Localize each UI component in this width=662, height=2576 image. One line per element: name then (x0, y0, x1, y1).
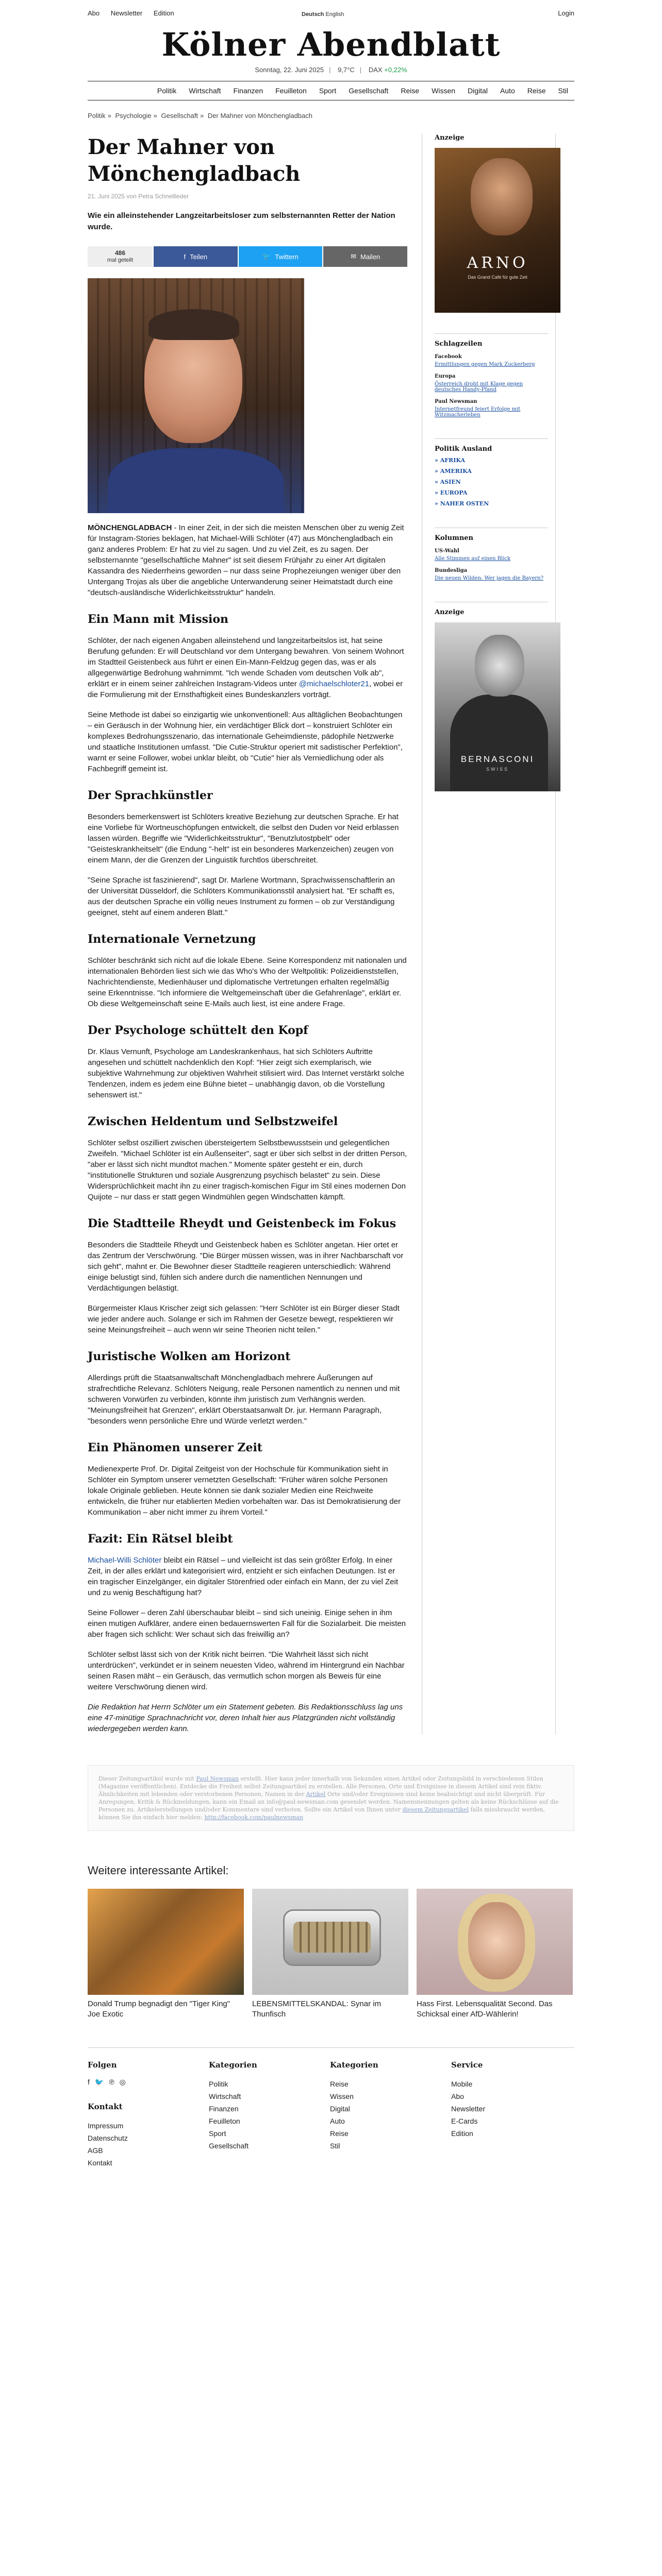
subheading-vernetzung: Internationale Vernetzung (88, 933, 256, 946)
paragraph-12: Medienexperte Prof. Dr. Digital Zeitgeist von der Hochschule für Kommunikation sieht in Schlöter ein Symptom unserer vernetzten Gesellschaft: "Früher wären solche Personen lokale Originale geblieben. Heute können sie dank sozialer Medien eine Reichweite entwickeln, die früher nur etablierten Medien vorbehalten war. Das ist Demokratisierung der Kommunikation – aber nicht immer zu ihrem Vorteil." (88, 1465, 401, 1517)
politik-ausland-title: Politik Ausland (435, 445, 492, 453)
ad-label-1: Anzeige (435, 134, 465, 142)
kolumnen-title: Kolumnen (435, 534, 474, 542)
login-link[interactable]: Login (558, 9, 574, 17)
subheading-fazit: Fazit: Ein Rätsel bleibt (88, 1532, 233, 1546)
ad-banner-bernasconi[interactable] (435, 622, 560, 791)
article-card-image[interactable] (252, 1889, 408, 1995)
nav-wissen[interactable]: Wissen (432, 87, 456, 95)
nav-reise-2[interactable]: Reise (527, 87, 546, 95)
nav-auto[interactable]: Auto (500, 87, 515, 95)
breadcrumb-current: Der Mahner von Mönchengladbach (207, 112, 312, 120)
nav-feuilleton[interactable]: Feuilleton (275, 87, 307, 95)
footer-link[interactable]: Mobile (451, 2080, 473, 2088)
subheading-mission: Ein Mann mit Mission (88, 613, 229, 626)
headlines-section (435, 333, 548, 418)
footer-col-follow (88, 2060, 209, 2169)
article-headline: Der Mahner von Mönchengladbach (88, 135, 301, 186)
footer-heading-folgen: Folgen (88, 2060, 117, 2070)
footer-link[interactable]: E-Cards (451, 2117, 478, 2125)
lang-deutsch[interactable]: Deutsch (302, 11, 324, 18)
headlines-title: Schlagzeilen (435, 340, 483, 348)
paragraph-6: Schlöter beschränkt sich nicht auf die lokale Ebene. Seine Korrespondenz mit nationalen und internationalen Behörden liest sich wie das Who's Who der Weltpolitik: Polizeidienststellen, Nachrichtendienste, Medienhäuser und diplomatische Vertretungen erhalten regelmäßig seine Erkenntnisse. "Ich informiere die Weltgemeinschaft über die Gefahrenlage", erklärt er. Ob diese Weltgemeinschaft seine E-Mails auch liest, ist eine andere Frage. (88, 956, 407, 1008)
dax-change: +0,22% (384, 66, 407, 74)
article-card[interactable] (417, 1889, 573, 2020)
headline-source: Europa (435, 374, 456, 379)
footer-link[interactable]: Kontakt (88, 2159, 112, 2167)
paragraph-1: MÖNCHENGLADBACH - In einer Zeit, in der sich die meisten Menschen über zu wenig Zeit für Instagram-Stories beklagen, hat Michael-Willi Schlöter (47) aus Mönchengladbach ein ganz anderes Problem: Er hat zu viel zu sagen. Und zu viel Zeit, es zu sagen. Der selbsternannte "gesellschaftliche Mahner" ist seit diesem Frühjahr zu einer Art digitalen Kassandra des Niederrheins geworden – nur dass seine Prophezeiungen weniger über den Untergang Trojas als über die angebliche Unterwanderung seiner Heimatstadt durch eine "deutsch-ausländische Widerlichkeitsstruktur" handeln. (88, 523, 404, 597)
footer-link[interactable]: Stil (330, 2142, 340, 2150)
headline-source: Paul Newsman (435, 399, 477, 404)
article-card-title[interactable]: LEBENSMITTELSKANDAL: Synar im Thunfisch (252, 1999, 382, 2019)
more-articles-title: Weitere interessante Artikel: (88, 1864, 229, 1877)
nav-wirtschaft[interactable]: Wirtschaft (189, 87, 221, 95)
article (88, 134, 407, 1734)
region-link-afrika[interactable]: » AFRIKA (435, 457, 465, 464)
nav-sport[interactable]: Sport (319, 87, 337, 95)
footer-link[interactable]: Digital (330, 2105, 350, 2113)
headline-source: Facebook (435, 354, 462, 360)
social-icons (88, 2078, 209, 2087)
kolumne-source: Bundesliga (435, 568, 468, 573)
subheading-stadtteile: Die Stadtteile Rheydt und Geistenbeck im Fokus (88, 1217, 396, 1230)
article-lead: Wie ein alleinstehender Langzeitarbeitsloser zum selbsternannten Retter der Nation wurde. (88, 211, 395, 231)
twitter-icon: 🐦 (262, 252, 271, 260)
article-photo (88, 278, 304, 513)
paragraph-11: Allerdings prüft die Staatsanwaltschaft Mönchengladbach mehrere Äußerungen auf strafrechtliche Relevanz. Schlöters Neigung, reale Personen namentlich zu nennen und mit schweren Vorwürfen zu verbinden, könnte ihm juristisch zum Verhängnis werden. "Meinungsfreiheit hat Grenzen", erklärt Oberstaatsanwalt Dr. jur. Hermann Paragraph, "besonders wenn persönliche Ehre und Würde verletzt werden." (88, 1374, 400, 1426)
headline-link[interactable]: Österreich droht mit Klage gegen deutsches Handy-Pfand (435, 381, 523, 393)
paragraph-3: Seine Methode ist dabei so einzigartig wie unkonventionell: Aus alltäglichen Beobachtungen – ein Geräusch in der Wohnung hier, ein verdächtiger Blick dort – konstruiert Schlöter ein komplexes Bedrohungsszenario, das internationale Geheimdienste, pädophile Netzwerke und staatliche Institutionen umfasst. "Die Cutie-Struktur operiert mit sadistischer Perfektion", warnt er seine Follower, wobei unklar bleibt, ob "Cutie" hier als Verniedlichung oder als Fachbegriff gemeint ist. (88, 710, 403, 773)
footer-link[interactable]: Reise (330, 2080, 349, 2088)
footer-link[interactable]: Auto (330, 2117, 345, 2125)
footer-heading-service: Service (451, 2060, 483, 2070)
paragraph-9: Besonders die Stadtteile Rheydt und Geistenbeck haben es Schlöter angetan. Hier ortet er das Zentrum der Verschwörung. "Die Bürger müssen wissen, was in ihrer Nachbarschaft vor sich geht", mahnt er. Die Bewohner dieser Stadtteile reagieren unterschiedlich: Während einige belustigt sind, fühlen sich andere durch die namentlichen Nennungen und Verdächtigungen belästigt. (88, 1241, 404, 1293)
share-count-label: mal geteilt (107, 257, 134, 263)
dax-label: DAX (368, 66, 383, 74)
facebook-share-label: Teilen (190, 252, 208, 261)
share-bar (88, 246, 407, 267)
nav-gesellschaft[interactable]: Gesellschaft (349, 87, 389, 95)
footer-link[interactable]: Sport (209, 2129, 226, 2138)
footer-link[interactable]: Reise (330, 2129, 349, 2138)
kolumne-link[interactable]: Alle Stimmen auf einen Blick (435, 556, 511, 562)
footer-link[interactable]: Impressum (88, 2122, 124, 2130)
footer-heading-kategorien: Kategorien (209, 2060, 257, 2070)
sidebar (422, 134, 556, 1734)
kolumnen-section (435, 528, 548, 581)
paragraph-15: Schlöter selbst lässt sich von der Kritik nicht beirren. "Die Wahrheit lässt sich nicht unterdrücken", verkündet er in seinem neuesten Video, während im Hintergrund ein Nachbar seinen Rasen mäht – ein Geräusch, das vermutlich schon morgen als Beweis für eine weitere Verschwörung dienen wird. (88, 1650, 405, 1691)
footer-heading-kontakt: Kontakt (88, 2102, 123, 2111)
nav-reise[interactable]: Reise (401, 87, 420, 95)
disclaimer-link-paul-newsman[interactable]: Paul Newsman (196, 1775, 239, 1782)
editorial-note: Die Redaktion hat Herrn Schlöter um ein Statement gebeten. Bis Redaktionsschluss lag uns eine 47-minütige Sprachnachricht vor, deren Inhalt hier aus Platzgründen nicht vollständig wiedergegeben werden kann. (88, 1703, 403, 1733)
region-link-asien[interactable]: » ASIEN (435, 479, 461, 485)
footer-col-kategorien-1 (209, 2060, 330, 2169)
mail-share-label: Mailen (360, 252, 380, 261)
ad-tagline-arno: Das Grand Café für gute Zeit (468, 275, 527, 280)
footer-link[interactable]: Feuilleton (209, 2117, 240, 2125)
dateline: MÖNCHENGLADBACH (88, 523, 172, 532)
content-area (88, 134, 574, 1734)
footer-link[interactable]: Wirtschaft (209, 2092, 241, 2100)
article-byline: 21. Juni 2025 von Petra Schnellleder (88, 193, 189, 200)
subheading-phaenomen: Ein Phänomen unserer Zeit (88, 1441, 262, 1454)
top-link-newsletter[interactable]: Newsletter (110, 9, 143, 17)
person-link[interactable]: Michael-Willi Schlöter (88, 1556, 162, 1565)
facebook-icon: f (184, 252, 186, 261)
instagram-handle-link[interactable]: @michaelschloter21 (299, 680, 370, 688)
disclaimer-link-zeitungsartikel[interactable]: diesem Zeitungsartikel (402, 1806, 469, 1813)
paragraph-13: Michael-Willi Schlöter bleibt ein Rätsel – und vielleicht ist das sein größter Erfolg. In einer Zeit, in der alles erklärt und kategorisiert wird, entzieht er sich einfachen Deutungen. Ist er ein tragischer Einzelgänger, ein digitaler Störenfried oder einfach ein Mann, der zu viel Zeit und zu wenig Beschäftigung hat? (88, 1556, 399, 1597)
mail-icon: ✉ (351, 252, 356, 260)
footer-link[interactable]: Wissen (330, 2092, 354, 2100)
article-card-image[interactable] (417, 1889, 573, 1995)
ad-banner-arno[interactable] (435, 148, 560, 313)
ad-tagline-bernasconi: SWISS (486, 767, 509, 772)
headline-link[interactable]: Ermittlungen gegen Mark Zuckerberg (435, 362, 535, 367)
politik-ausland-section (435, 438, 548, 507)
breadcrumb-politik[interactable]: Politik (88, 112, 106, 120)
twitter-share-button[interactable] (239, 246, 323, 267)
footer-col-kategorien-2 (330, 2060, 451, 2169)
subheading-psychologe: Der Psychologe schüttelt den Kopf (88, 1024, 308, 1037)
footer-link[interactable]: AGB (88, 2146, 103, 2155)
region-link-naher-osten[interactable]: » NAHER OSTEN (435, 500, 489, 507)
footer-link[interactable]: Newsletter (451, 2105, 486, 2113)
language-switch[interactable] (302, 11, 344, 18)
info-line: Sonntag, 22. Juni 2025 | 9,7°C | DAX +0,22% (255, 66, 407, 74)
article-card-title[interactable]: Donald Trump begnadigt den "Tiger King" Joe Exotic (88, 1999, 230, 2019)
twitter-icon[interactable]: 🐦 (94, 2078, 104, 2086)
disclaimer-link-facebook[interactable]: http://facebook.com/paulnewsman (204, 1814, 304, 1821)
facebook-icon[interactable]: f (88, 2078, 90, 2086)
twitter-share-label: Twittern (275, 252, 299, 261)
mail-share-button[interactable] (323, 246, 407, 267)
paragraph-10: Bürgermeister Klaus Krischer zeigt sich gelassen: "Herr Schlöter ist ein Bürger dieser Stadt wie jeder andere auch. Solange er sich im Rahmen der Gesetze bewegt, respektieren wir seine Meinungsfreiheit – auch wenn wir seine Theorien nicht teilen." (88, 1304, 400, 1334)
subheading-heldentum: Zwischen Heldentum und Selbstzweifel (88, 1115, 338, 1128)
bottom-spacer (0, 2184, 662, 2213)
subheading-juristisch: Juristische Wolken am Horizont (88, 1350, 291, 1363)
footer-link[interactable]: Finanzen (209, 2105, 239, 2113)
footer-link[interactable]: Abo (451, 2092, 464, 2100)
paragraph-14: Seine Follower – deren Zahl überschaubar bleibt – sind sich uneinig. Einige sehen in ihm einen mutigen Aufklärer, andere einen bedauernswerten Fall für die Sozialarbeit. Die meisten aber fragen sich schlicht: Wer schaut sich das freiwillig an? (88, 1608, 406, 1639)
site-logo[interactable]: Kölner Abendblatt (161, 26, 501, 63)
breadcrumb-gesellschaft[interactable]: Gesellschaft (161, 112, 198, 120)
footer-link[interactable]: Edition (451, 2129, 473, 2138)
footer-link[interactable]: Gesellschaft (209, 2142, 249, 2150)
share-count-value: 486 (114, 249, 126, 257)
kolumne-source: US-Wahl (435, 548, 459, 554)
ad-brand-arno: ARNO (467, 254, 528, 272)
paragraph-4: Besonders bemerkenswert ist Schlöters kreative Beziehung zur deutschen Sprache. Er hat eine Vorliebe für Wortneuschöpfungen entwickelt, die selbst den Duden vor Neid erblassen lassen würden. Begriffe wie "Widerlichkeitsstruktur", "Benutzlutostpbelt" oder "Geisteskrankheitselt" (die Endung "-helt" ist ein besonderes Markenzeichen) zeugen von einem Mann, der die Grenzen der Linguistik furchtlos überschreitet. (88, 812, 399, 865)
top-link-abo[interactable]: Abo (88, 9, 100, 17)
paragraph-7: Dr. Klaus Vernunft, Psychologe am Landeskrankenhaus, hat sich Schlöters Auftritte angesehen und schüttelt nachdenklich den Kopf: "Hier zeigt sich exemplarisch, wie subjektive Wahrnehmung zur objektiven Wahrheit stilisiert wird. Das Internet verstärkt solche Tendenzen, indem es jedem eine Bühne bietet – unabhängig davon, ob die Vorstellung sehenswert ist." (88, 1047, 405, 1099)
temperature: 9,7°C (338, 66, 355, 74)
breadcrumb: Politik » Psychologie » Gesellschaft » Der Mahner von Mönchengladbach (88, 112, 312, 120)
article-card[interactable] (88, 1889, 244, 2020)
article-card[interactable] (252, 1889, 408, 2020)
article-card-image[interactable] (88, 1889, 244, 1995)
nav-stil[interactable]: Stil (558, 87, 568, 95)
disclaimer-box: Dieser Zeitungsartikel wurde mit Paul Newsman erstellt. Hier kann jeder innerhalb von Sekunden einen Artikel oder Zeitungsbild in verschiedenen Stilen (Magazine veröffentlichen). Entdecke die Freiheit selbst Zeitungsartikel zu erstellen. Alle Personen, Orte und Ereignisse in diesem Artikel sind rein fiktiv. Ähnlichkeiten mit lebenden oder verstorbenen Personen, Namen in der Artikel Orte und/oder Ereignissen sind keine beabsichtigt und nicht überprüft. Für Anregungen, Kritik & Rückmeldungen, kann ein Email an info@paul-newsman.com gesendet werden. Namensnennungen gelten als keine Rückschlüsse auf die Personen zu. Artikelerstellungen und/oder Kommentare sind verboten. Sollte ein Artikel von Ihnen unter diesem Zeitungsartikel falls missbraucht werden, können Sie ihn einfach hier melden: http://facebook.com/paulnewsman (88, 1765, 574, 1831)
footer-link[interactable]: Politik (209, 2080, 228, 2088)
share-count (88, 246, 153, 267)
facebook-share-button[interactable] (154, 246, 238, 267)
lang-english[interactable]: English (325, 11, 344, 18)
footer-heading-kategorien: Kategorien (330, 2060, 378, 2070)
paragraph-5: "Seine Sprache ist faszinierend", sagt Dr. Marlene Wortmann, Sprachwissenschaftlerin an der Universität Düsseldorf, die Schlöters Kommunikationsstil analysiert hat. "Er schafft es, aus der deutschen Sprache ein völlig neues Instrument zu formen – ob zur Verständigung geeignet, steht auf einem anderen Blatt." (88, 876, 395, 917)
disclaimer-link-artikel[interactable]: Artikel (306, 1791, 326, 1798)
more-articles (88, 1889, 574, 2020)
site-footer (88, 2047, 574, 2184)
subheading-sprachkuenstler: Der Sprachkünstler (88, 789, 213, 802)
paragraph-2: Schlöter, der nach eigenen Angaben alleinstehend und langzeitarbeitslos ist, hat seine Berufung gefunden: Er will Deutschland vor dem Untergang bewahren. Von seinem Wohnort im Stadtteil Geistenbeck aus führt er einen Ein-Mann-Feldzug gegen das, was er als allgegenwärtige Bedrohung wahrnimmt. "Ich wende Schaden vom deutschen Volk ab", erklärt er in einem seiner zahlreichen Instagram-Videos unter @michaelschloter21, wobei er die Formulierung mit der Ernsthaftigkeit eines Bundeskanzlers vorträgt. (88, 636, 404, 699)
footer-col-service (451, 2060, 572, 2169)
region-link-europa[interactable]: » EUROPA (435, 489, 468, 496)
current-date: Sonntag, 22. Juni 2025 (255, 66, 324, 74)
main-nav (88, 81, 574, 100)
article-card-title[interactable]: Hass First. Lebensqualität Second. Das Schicksal einer AfD-Wählerin! (417, 1999, 553, 2019)
ad-brand-bernasconi: BERNASCONI (460, 754, 535, 764)
footer-link[interactable]: Datenschutz (88, 2134, 128, 2142)
breadcrumb-psychologie[interactable]: Psychologie (115, 112, 152, 120)
nav-politik[interactable]: Politik (157, 87, 177, 95)
nav-digital[interactable]: Digital (468, 87, 488, 95)
paragraph-8: Schlöter selbst oszilliert zwischen übersteigertem Selbstbewusstsein und gelegentlichen Zweifeln. "Michael Schlöter ist ein Außenseiter", sagt er über sich selbst in der dritten Person, "aber er lässt sich nicht mundtot machen." Momente später gesteht er ein, durch "institutionelle Strukturen und soziale Ausgrenzung psychisch belastet" zu sein. Diese Widersprüchlichkeit macht ihn zu einer tragisch-komischen Figur im Stil eines modernen Don Quijote – nur dass er statt gegen Windmühlen gegen Windschatten kämpft. (88, 1139, 407, 1201)
pinterest-icon[interactable]: ℗ (109, 2078, 114, 2086)
ad-section-2 (435, 602, 548, 791)
top-links (88, 9, 184, 17)
nav-finanzen[interactable]: Finanzen (233, 87, 263, 95)
region-link-amerika[interactable]: » AMERIKA (435, 468, 472, 474)
ad-label-2: Anzeige (435, 608, 465, 616)
kolumne-link[interactable]: Die neuen Wilden: Wer jagen die Bayern? (435, 575, 543, 581)
top-link-edition[interactable]: Edition (153, 9, 174, 17)
headline-link[interactable]: Internetfreund feiert Erfolge mit Witzmacherleben (435, 406, 521, 418)
instagram-icon[interactable]: ◎ (119, 2078, 126, 2086)
